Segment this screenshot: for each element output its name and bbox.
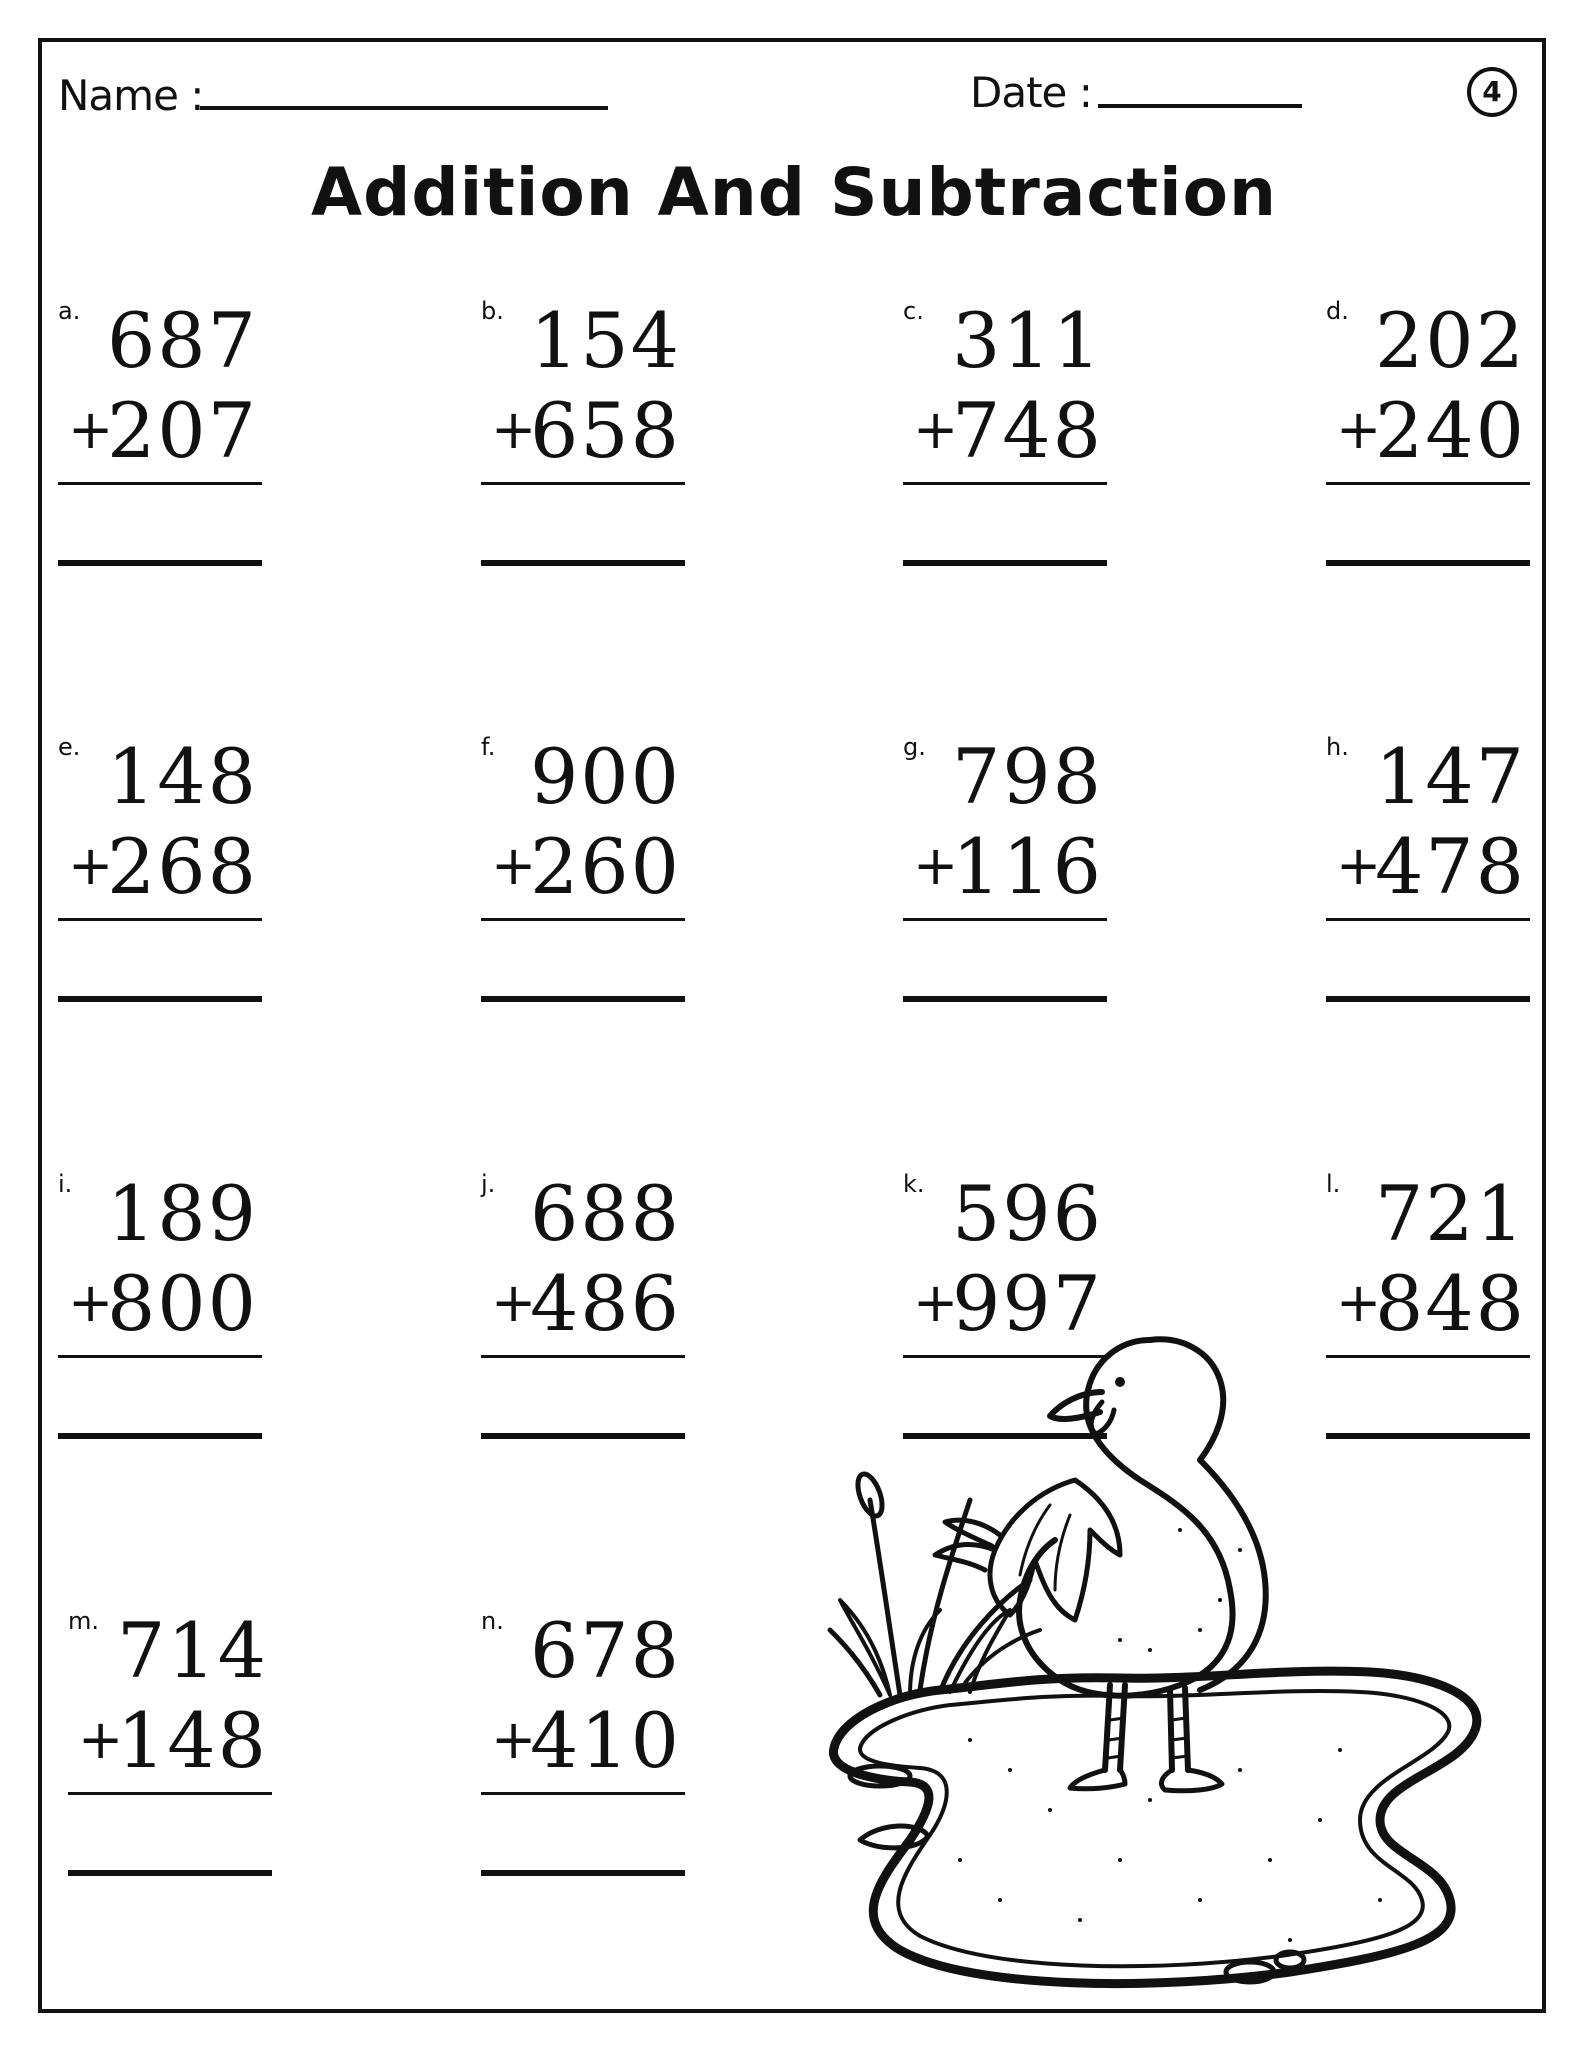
problem-c xyxy=(903,295,1113,595)
problem-sum-rule xyxy=(68,1792,272,1795)
problem-bottom-number: 997 xyxy=(951,1259,1103,1348)
problem-label: i. xyxy=(58,1170,73,1198)
problem-label: h. xyxy=(1326,733,1349,761)
problem-g xyxy=(903,731,1113,1031)
problem-n xyxy=(481,1605,691,1905)
problem-top-number: 189 xyxy=(106,1169,258,1258)
problem-sum-rule xyxy=(481,1792,685,1795)
problem-label: d. xyxy=(1326,297,1349,325)
problem-sum-rule xyxy=(58,918,262,921)
problem-operator: + xyxy=(1336,834,1382,897)
problem-bottom-number: 268 xyxy=(106,822,258,911)
problem-label: b. xyxy=(481,297,504,325)
problem-top-number: 678 xyxy=(529,1606,681,1695)
problem-label: e. xyxy=(58,733,81,761)
worksheet-title: Addition And Subtraction xyxy=(311,154,1277,231)
problem-top-number: 721 xyxy=(1374,1169,1526,1258)
problem-bottom-number: 410 xyxy=(529,1696,681,1785)
problem-operator: + xyxy=(68,834,114,897)
problem-j xyxy=(481,1168,691,1468)
problem-top-number: 154 xyxy=(529,296,681,385)
problem-label: c. xyxy=(903,297,924,325)
problem-top-number: 798 xyxy=(951,732,1103,821)
problem-operator: + xyxy=(68,1271,114,1334)
problem-sum-rule xyxy=(1326,482,1530,485)
problem-sum-rule xyxy=(58,482,262,485)
problem-top-number: 311 xyxy=(951,296,1103,385)
problem-e xyxy=(58,731,268,1031)
problem-bottom-number: 116 xyxy=(951,822,1103,911)
problem-top-number: 687 xyxy=(106,296,258,385)
name-label: Name : xyxy=(58,71,204,120)
duck-by-pond-icon xyxy=(820,1300,1500,1990)
problem-bottom-number: 148 xyxy=(116,1696,268,1785)
problem-label: k. xyxy=(903,1170,925,1198)
problem-top-number: 714 xyxy=(116,1606,268,1695)
problem-sum-rule xyxy=(903,918,1107,921)
problem-i xyxy=(58,1168,268,1468)
problem-answer-line[interactable] xyxy=(481,996,685,1002)
problem-label: a. xyxy=(58,297,81,325)
problem-bottom-number: 260 xyxy=(529,822,681,911)
problem-m xyxy=(68,1605,278,1905)
problem-b xyxy=(481,295,691,595)
problem-operator: + xyxy=(491,398,537,461)
problem-bottom-number: 240 xyxy=(1374,386,1526,475)
problem-h xyxy=(1326,731,1536,1031)
problem-operator: + xyxy=(78,1708,124,1771)
problem-label: g. xyxy=(903,733,926,761)
problem-bottom-number: 658 xyxy=(529,386,681,475)
problem-sum-rule xyxy=(903,482,1107,485)
problem-label: n. xyxy=(481,1607,504,1635)
problem-label: m. xyxy=(68,1607,100,1635)
problem-operator: + xyxy=(491,1271,537,1334)
problem-sum-rule xyxy=(481,482,685,485)
date-label: Date : xyxy=(970,68,1092,117)
problem-label: j. xyxy=(481,1170,496,1198)
problem-sum-rule xyxy=(1326,918,1530,921)
problem-answer-line[interactable] xyxy=(58,996,262,1002)
problem-answer-line[interactable] xyxy=(903,996,1107,1002)
problem-answer-line[interactable] xyxy=(903,560,1107,566)
problem-sum-rule xyxy=(481,1355,685,1358)
name-write-line[interactable] xyxy=(200,106,608,110)
problem-answer-line[interactable] xyxy=(1326,560,1530,566)
problem-sum-rule xyxy=(481,918,685,921)
problem-top-number: 147 xyxy=(1374,732,1526,821)
problem-answer-line[interactable] xyxy=(1326,996,1530,1002)
problem-sum-rule xyxy=(58,1355,262,1358)
problem-operator: + xyxy=(913,834,959,897)
problem-label: l. xyxy=(1326,1170,1341,1198)
problem-answer-line[interactable] xyxy=(68,1870,272,1876)
problem-bottom-number: 207 xyxy=(106,386,258,475)
problem-answer-line[interactable] xyxy=(481,1870,685,1876)
problem-operator: + xyxy=(1336,398,1382,461)
problem-top-number: 596 xyxy=(951,1169,1103,1258)
problem-bottom-number: 486 xyxy=(529,1259,681,1348)
problem-operator: + xyxy=(68,398,114,461)
problem-f xyxy=(481,731,691,1031)
problem-bottom-number: 848 xyxy=(1374,1259,1526,1348)
problem-a xyxy=(58,295,268,595)
problem-top-number: 900 xyxy=(529,732,681,821)
problem-answer-line[interactable] xyxy=(58,1433,262,1439)
problem-operator: + xyxy=(491,834,537,897)
problem-operator: + xyxy=(1336,1271,1382,1334)
problem-bottom-number: 748 xyxy=(951,386,1103,475)
page-number-badge: 4 xyxy=(1467,67,1517,117)
problem-d xyxy=(1326,295,1536,595)
problem-top-number: 148 xyxy=(106,732,258,821)
problem-operator: + xyxy=(913,1271,959,1334)
problem-answer-line[interactable] xyxy=(481,1433,685,1439)
problem-label: f. xyxy=(481,733,496,761)
problem-answer-line[interactable] xyxy=(481,560,685,566)
problem-bottom-number: 800 xyxy=(106,1259,258,1348)
problem-top-number: 202 xyxy=(1374,296,1526,385)
problem-answer-line[interactable] xyxy=(58,560,262,566)
date-write-line[interactable] xyxy=(1098,104,1302,108)
problem-operator: + xyxy=(491,1708,537,1771)
problem-top-number: 688 xyxy=(529,1169,681,1258)
problem-operator: + xyxy=(913,398,959,461)
problem-bottom-number: 478 xyxy=(1374,822,1526,911)
